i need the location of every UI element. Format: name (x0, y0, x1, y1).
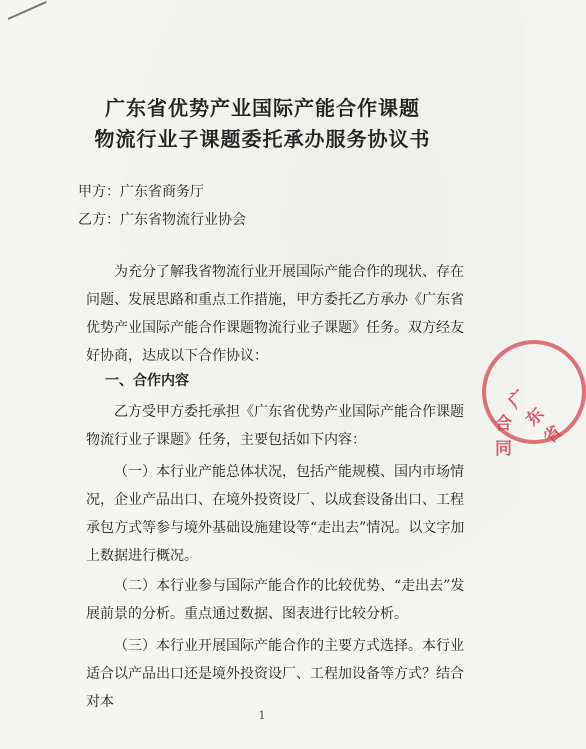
content-item-3: （三）本行业开展国际产能合作的主要方式选择。本行业适合以产品出口还是境外投资设厂、工程加设备等方式？结合对本 (86, 638, 464, 710)
intro-paragraph: 为充分了解我省物流行业开展国际产能合作的现状、存在问题、发展思路和重点工作措施，甲方委托乙方承办《广东省优势产业国际产能合作课题物流行业子课题》任务。双方经友好协商，达成以下合作协议： (86, 264, 464, 364)
page-number: 1 (258, 709, 266, 722)
document-title-line-2: 物流行业子课题委托承办服务协议书 (94, 127, 431, 151)
content-item-2: （二）本行业参与国际产能合作的比较优势、“走出去”发展前景的分析。重点通过数据、图表进行比较分析。 (86, 578, 465, 622)
section-1-paragraph: 乙方受甲方委托承担《广东省优势产业国际产能合作课题物流行业子课题》任务，主要包括如下内容： (86, 404, 464, 448)
document-title-line-1: 广东省优势产业国际产能合作课题 (105, 96, 420, 120)
seal-text-secondary: 合同 (495, 414, 512, 459)
section-1-heading: 一、合作内容 (105, 373, 189, 389)
party-a: 甲方：广东省商务厅 (78, 184, 204, 200)
content-item-1: （一）本行业产能总体状况，包括产能规模、国内市场情况，企业产品出口、在境外投资设厂、以成套设备出口、工程承包方式等参与境外基础设施建设等“走出去”情况。以文字加上数据进行概况。 (86, 464, 465, 564)
seal-text-main: 广东省 (504, 386, 567, 449)
corner-mark (8, 1, 47, 20)
party-b: 乙方：广东省物流行业协会 (78, 212, 246, 228)
